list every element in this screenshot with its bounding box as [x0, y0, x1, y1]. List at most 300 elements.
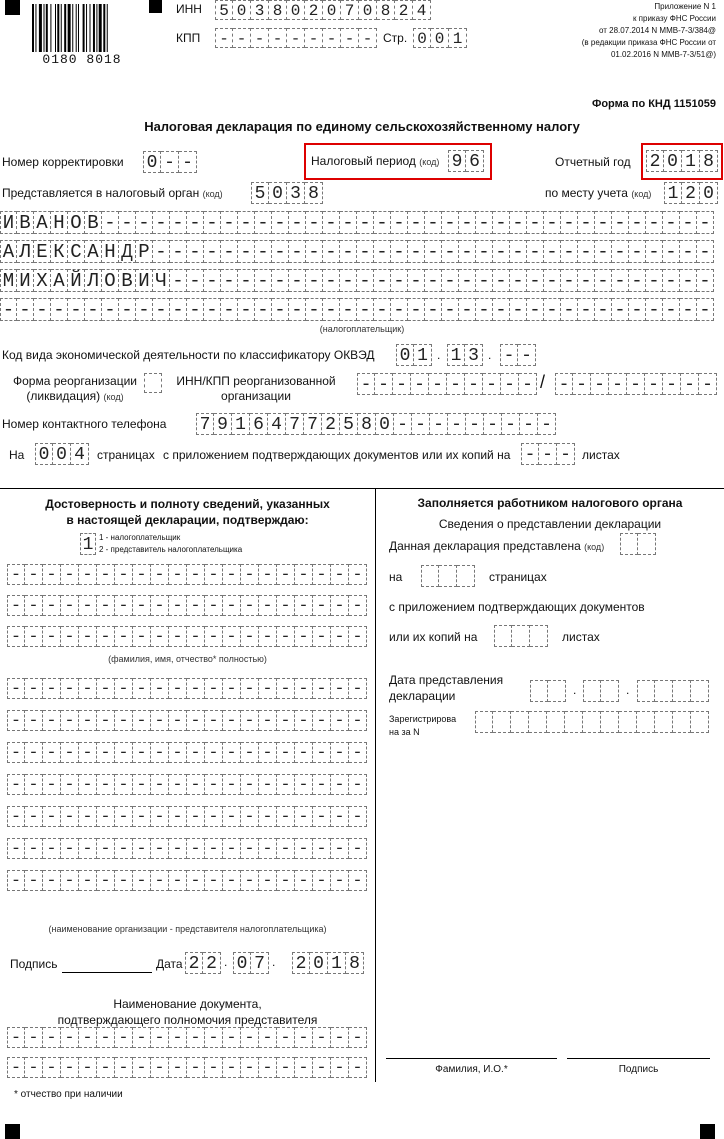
char-cell: -	[43, 626, 61, 647]
char-cell: -	[500, 344, 518, 366]
char-cell: -	[169, 1027, 187, 1048]
char-cell: -	[277, 870, 295, 891]
barcode-bar	[103, 4, 105, 52]
char-cell: -	[151, 595, 169, 616]
char-cell: 3	[465, 344, 483, 366]
signer-name-line-3	[7, 626, 367, 647]
char-cell: 7	[286, 413, 304, 435]
submitted-label: Данная декларация представлена (код)	[389, 539, 605, 553]
office-date-label: Дата представления декларации	[389, 673, 504, 703]
char-cell: -	[578, 211, 595, 234]
char-cell: В	[17, 211, 34, 234]
appendix-note: Приложение N 1 к приказу ФНС России от 28.07.2014 N ММВ-7-3/384@ (в редакции приказа ФНС России от 01.02.2016 N ММВ-7-3/51@)	[581, 2, 716, 59]
char-cell: -	[331, 1027, 349, 1048]
char-cell: -	[476, 240, 493, 263]
char-cell: -	[645, 373, 663, 395]
char-cell: -	[349, 806, 367, 827]
char-cell: -	[340, 269, 357, 292]
column-divider	[375, 488, 376, 1082]
char-cell: -	[259, 774, 277, 795]
char-cell: -	[241, 838, 259, 859]
reorg-kpp-cells	[555, 373, 717, 395]
char-cell: -	[269, 28, 287, 48]
char-cell: -	[629, 298, 646, 321]
char-cell: 0	[35, 443, 53, 465]
char-cell: -	[697, 298, 714, 321]
char-cell: -	[561, 298, 578, 321]
char-cell: -	[313, 678, 331, 699]
char-cell: -	[205, 710, 223, 731]
char-cell: 2	[395, 0, 413, 20]
char-cell: -	[251, 28, 269, 48]
org-line-7	[7, 870, 367, 891]
tax-period-cells	[448, 150, 484, 172]
char-cell: -	[331, 1057, 349, 1078]
char-cell: -	[323, 211, 340, 234]
char-cell: -	[408, 211, 425, 234]
char-cell: -	[170, 298, 187, 321]
char-cell: -	[187, 269, 204, 292]
char-cell: 5	[251, 182, 269, 204]
char-cell: -	[429, 373, 447, 395]
char-cell	[547, 711, 565, 733]
page-number-cells	[413, 28, 467, 48]
office-title: Заполняется работником налогового органа	[417, 496, 683, 510]
office-sheets-text: листах	[562, 630, 600, 644]
barcode-bar	[50, 4, 51, 52]
char-cell: -	[223, 870, 241, 891]
char-cell: -	[97, 774, 115, 795]
char-cell: -	[349, 870, 367, 891]
char-cell: -	[305, 28, 323, 48]
char-cell: -	[133, 1057, 151, 1078]
char-cell: 0	[700, 182, 718, 204]
char-cell: -	[391, 240, 408, 263]
char-cell: 2	[646, 150, 664, 172]
char-cell: -	[306, 298, 323, 321]
char-cell: -	[223, 595, 241, 616]
char-cell: -	[255, 211, 272, 234]
char-cell: -	[61, 1027, 79, 1048]
char-cell: -	[223, 626, 241, 647]
char-cell: -	[349, 1057, 367, 1078]
char-cell: -	[79, 710, 97, 731]
barcode-bar	[55, 4, 56, 52]
char-cell: -	[238, 211, 255, 234]
char-cell: 0	[310, 952, 328, 974]
char-cell	[511, 711, 529, 733]
char-cell	[421, 565, 439, 587]
char-cell: -	[241, 806, 259, 827]
char-cell: -	[680, 211, 697, 234]
char-cell: -	[442, 211, 459, 234]
char-cell: -	[544, 269, 561, 292]
char-cell: -	[255, 240, 272, 263]
char-cell: -	[313, 710, 331, 731]
char-cell: -	[7, 595, 25, 616]
char-cell: 6	[250, 413, 268, 435]
org-line-2	[7, 710, 367, 731]
char-cell: -	[223, 564, 241, 585]
char-cell: -	[79, 742, 97, 763]
char-cell: -	[259, 626, 277, 647]
office-attach-text: с приложением подтверждающих документов	[389, 600, 645, 614]
char-cell: -	[272, 240, 289, 263]
char-cell: -	[79, 678, 97, 699]
char-cell: -	[238, 240, 255, 263]
char-cell: -	[476, 298, 493, 321]
office-pages-text: страницах	[489, 570, 547, 584]
char-cell: 0	[269, 182, 287, 204]
char-cell: -	[289, 211, 306, 234]
char-cell: 7	[196, 413, 214, 435]
char-cell: -	[102, 211, 119, 234]
char-cell: -	[151, 870, 169, 891]
char-cell: -	[241, 626, 259, 647]
char-cell: -	[646, 269, 663, 292]
barcode	[32, 4, 132, 52]
char-cell: -	[295, 774, 313, 795]
office-pages-cells	[421, 565, 475, 587]
char-cell: -	[204, 211, 221, 234]
char-cell: 5	[215, 0, 233, 20]
char-cell	[601, 711, 619, 733]
char-cell: -	[61, 564, 79, 585]
char-cell: -	[61, 678, 79, 699]
char-cell: -	[25, 626, 43, 647]
char-cell: -	[187, 211, 204, 234]
char-cell: -	[151, 806, 169, 827]
char-cell: -	[115, 564, 133, 585]
char-cell: -	[680, 240, 697, 263]
char-cell: -	[459, 298, 476, 321]
pages-text: страницах	[97, 448, 155, 462]
okved-part-3	[500, 344, 536, 366]
char-cell: -	[25, 774, 43, 795]
char-cell: -	[289, 240, 306, 263]
char-cell: 8	[377, 0, 395, 20]
char-cell	[637, 680, 655, 702]
char-cell: -	[43, 774, 61, 795]
char-cell: -	[223, 806, 241, 827]
char-cell: -	[25, 678, 43, 699]
char-cell: -	[97, 710, 115, 731]
char-cell: -	[7, 870, 25, 891]
char-cell: К	[51, 240, 68, 263]
char-cell: -	[561, 211, 578, 234]
char-cell: Л	[17, 240, 34, 263]
char-cell: Х	[34, 269, 51, 292]
char-cell: 8	[269, 0, 287, 20]
char-cell: 8	[700, 150, 718, 172]
char-cell: -	[133, 1027, 151, 1048]
char-cell: -	[187, 595, 205, 616]
char-cell: Н	[102, 240, 119, 263]
char-cell: -	[43, 870, 61, 891]
char-cell: 1	[80, 533, 96, 555]
submitted-code-cells	[620, 533, 656, 555]
char-cell: -	[663, 211, 680, 234]
char-cell: -	[272, 269, 289, 292]
char-cell: -	[578, 269, 595, 292]
char-cell: С	[68, 240, 85, 263]
char-cell: -	[25, 710, 43, 731]
char-cell: 0	[233, 952, 251, 974]
char-cell: -	[465, 373, 483, 395]
char-cell: -	[341, 28, 359, 48]
char-cell: 0	[664, 150, 682, 172]
char-cell: -	[61, 870, 79, 891]
char-cell: -	[133, 595, 151, 616]
char-cell: -	[331, 806, 349, 827]
char-cell: -	[205, 774, 223, 795]
char-cell: -	[133, 838, 151, 859]
char-cell: -	[442, 240, 459, 263]
char-cell: -	[313, 806, 331, 827]
char-cell: Н	[51, 211, 68, 234]
char-cell: -	[349, 678, 367, 699]
char-cell: -	[408, 240, 425, 263]
kpp-label: КПП	[176, 31, 201, 45]
char-cell: -	[627, 373, 645, 395]
char-cell: -	[510, 269, 527, 292]
char-cell: -	[259, 595, 277, 616]
char-cell: -	[295, 870, 313, 891]
char-cell: -	[68, 298, 85, 321]
char-cell: -	[697, 240, 714, 263]
char-cell: -	[313, 870, 331, 891]
barcode-bar	[57, 4, 59, 52]
char-cell: -	[331, 564, 349, 585]
char-cell: 0	[233, 0, 251, 20]
char-cell: Л	[85, 269, 102, 292]
section-divider	[0, 488, 724, 489]
char-cell: -	[313, 774, 331, 795]
location-cells	[664, 182, 718, 204]
char-cell: -	[277, 564, 295, 585]
char-cell: -	[241, 564, 259, 585]
sheets-text: листах	[582, 448, 620, 462]
char-cell: -	[79, 1057, 97, 1078]
char-cell: -	[61, 838, 79, 859]
char-cell: -	[425, 211, 442, 234]
char-cell: -	[295, 1027, 313, 1048]
inn-cells	[215, 0, 431, 20]
char-cell: -	[241, 774, 259, 795]
corner-marker-bottom-left	[5, 1124, 20, 1139]
char-cell: -	[115, 595, 133, 616]
char-cell: -	[187, 678, 205, 699]
correction-label: Номер корректировки	[2, 155, 124, 169]
char-cell: -	[169, 870, 187, 891]
char-cell: -	[136, 211, 153, 234]
char-cell: -	[277, 710, 295, 731]
char-cell: -	[97, 1057, 115, 1078]
char-cell: -	[295, 742, 313, 763]
char-cell: -	[25, 838, 43, 859]
char-cell: -	[466, 413, 484, 435]
char-cell: -	[97, 742, 115, 763]
barcode-bar	[86, 4, 87, 52]
char-cell: -	[331, 742, 349, 763]
char-cell: -	[169, 678, 187, 699]
char-cell: -	[306, 240, 323, 263]
char-cell: -	[187, 626, 205, 647]
char-cell: -	[595, 211, 612, 234]
char-cell: -	[349, 564, 367, 585]
kpp-cells	[215, 28, 377, 48]
char-cell: -	[277, 678, 295, 699]
char-cell: -	[43, 710, 61, 731]
char-cell: 0	[396, 344, 414, 366]
char-cell: -	[133, 806, 151, 827]
char-cell	[601, 680, 619, 702]
char-cell: -	[187, 298, 204, 321]
char-cell: -	[323, 298, 340, 321]
char-cell	[529, 711, 547, 733]
char-cell: -	[578, 298, 595, 321]
char-cell: -	[97, 564, 115, 585]
char-cell: -	[544, 211, 561, 234]
taxpayer-line-3	[0, 269, 714, 292]
char-cell: Р	[136, 240, 153, 263]
char-cell: -	[295, 626, 313, 647]
char-cell: -	[277, 774, 295, 795]
char-cell: -	[476, 269, 493, 292]
office-date-month	[583, 680, 619, 702]
char-cell: -	[259, 742, 277, 763]
char-cell: 8	[305, 182, 323, 204]
char-cell: 3	[251, 0, 269, 20]
char-cell: -	[521, 443, 539, 465]
char-cell: -	[187, 774, 205, 795]
char-cell	[548, 680, 566, 702]
char-cell	[530, 680, 548, 702]
org-line-6	[7, 838, 367, 859]
char-cell: -	[313, 595, 331, 616]
char-cell: -	[259, 678, 277, 699]
char-cell: -	[204, 298, 221, 321]
org-line-1	[7, 678, 367, 699]
barcode-bar	[39, 4, 42, 52]
char-cell: -	[17, 298, 34, 321]
char-cell: -	[629, 240, 646, 263]
char-cell: Ч	[153, 269, 170, 292]
char-cell: О	[102, 269, 119, 292]
barcode-bar	[83, 4, 85, 52]
char-cell: -	[349, 710, 367, 731]
signature-label: Подпись	[10, 957, 58, 971]
char-cell: -	[425, 240, 442, 263]
char-cell: -	[187, 838, 205, 859]
char-cell: -	[448, 413, 466, 435]
char-cell: -	[595, 269, 612, 292]
char-cell: -	[349, 595, 367, 616]
barcode-bar	[107, 4, 108, 52]
char-cell: -	[501, 373, 519, 395]
barcode-bar	[93, 4, 95, 52]
date-day-cells	[185, 952, 221, 974]
office-date-year	[637, 680, 709, 702]
char-cell: -	[241, 595, 259, 616]
phone-cells	[196, 413, 556, 435]
char-cell: -	[519, 373, 537, 395]
char-cell: -	[7, 838, 25, 859]
char-cell	[691, 680, 709, 702]
char-cell: А	[85, 240, 102, 263]
char-cell: -	[699, 373, 717, 395]
char-cell: -	[169, 774, 187, 795]
char-cell: -	[187, 564, 205, 585]
document-title: Налоговая декларация по единому сельскохозяйственному налогу	[144, 119, 580, 134]
char-cell: -	[391, 211, 408, 234]
char-cell: -	[493, 211, 510, 234]
char-cell: -	[493, 240, 510, 263]
char-cell: -	[287, 28, 305, 48]
attach-sheets-cells	[521, 443, 575, 465]
okved-part-1	[396, 344, 432, 366]
signer-type-cell	[80, 533, 96, 555]
char-cell	[638, 533, 656, 555]
char-cell: -	[119, 298, 136, 321]
char-cell: -	[612, 240, 629, 263]
char-cell: -	[255, 298, 272, 321]
char-cell: -	[493, 298, 510, 321]
fio-caption: Фамилия, И.О.*	[435, 1064, 508, 1075]
char-cell: -	[277, 838, 295, 859]
char-cell: -	[133, 626, 151, 647]
char-cell: -	[609, 373, 627, 395]
char-cell: -	[153, 211, 170, 234]
phone-label: Номер контактного телефона	[2, 417, 167, 431]
char-cell: Й	[68, 269, 85, 292]
taxpayer-caption: (налогоплательщик)	[319, 324, 405, 334]
char-cell: -	[340, 211, 357, 234]
char-cell: -	[544, 298, 561, 321]
barcode-bar	[32, 4, 34, 52]
char-cell: -	[133, 870, 151, 891]
char-cell: -	[241, 678, 259, 699]
char-cell: -	[331, 595, 349, 616]
char-cell: 0	[376, 413, 394, 435]
char-cell: -	[277, 1057, 295, 1078]
char-cell: -	[277, 806, 295, 827]
char-cell: -	[25, 806, 43, 827]
pages-count-cells	[35, 443, 89, 465]
char-cell: -	[331, 838, 349, 859]
char-cell: -	[223, 678, 241, 699]
char-cell: -	[187, 870, 205, 891]
char-cell: -	[97, 870, 115, 891]
barcode-bar	[90, 4, 91, 52]
attach-text: с приложением подтверждающих документов или их копий на	[163, 448, 511, 462]
char-cell: -	[349, 1027, 367, 1048]
barcode-number: 0180 8018	[42, 52, 122, 67]
char-cell: -	[25, 595, 43, 616]
char-cell: -	[115, 774, 133, 795]
char-cell: -	[115, 678, 133, 699]
report-year-label: Отчетный год	[555, 155, 631, 169]
char-cell: -	[136, 298, 153, 321]
barcode-bar	[72, 4, 73, 52]
char-cell: 4	[268, 413, 286, 435]
okved-part-2	[447, 344, 483, 366]
char-cell: -	[241, 742, 259, 763]
char-cell: -	[561, 240, 578, 263]
char-cell: -	[510, 211, 527, 234]
char-cell: 2	[682, 182, 700, 204]
char-cell: -	[331, 870, 349, 891]
